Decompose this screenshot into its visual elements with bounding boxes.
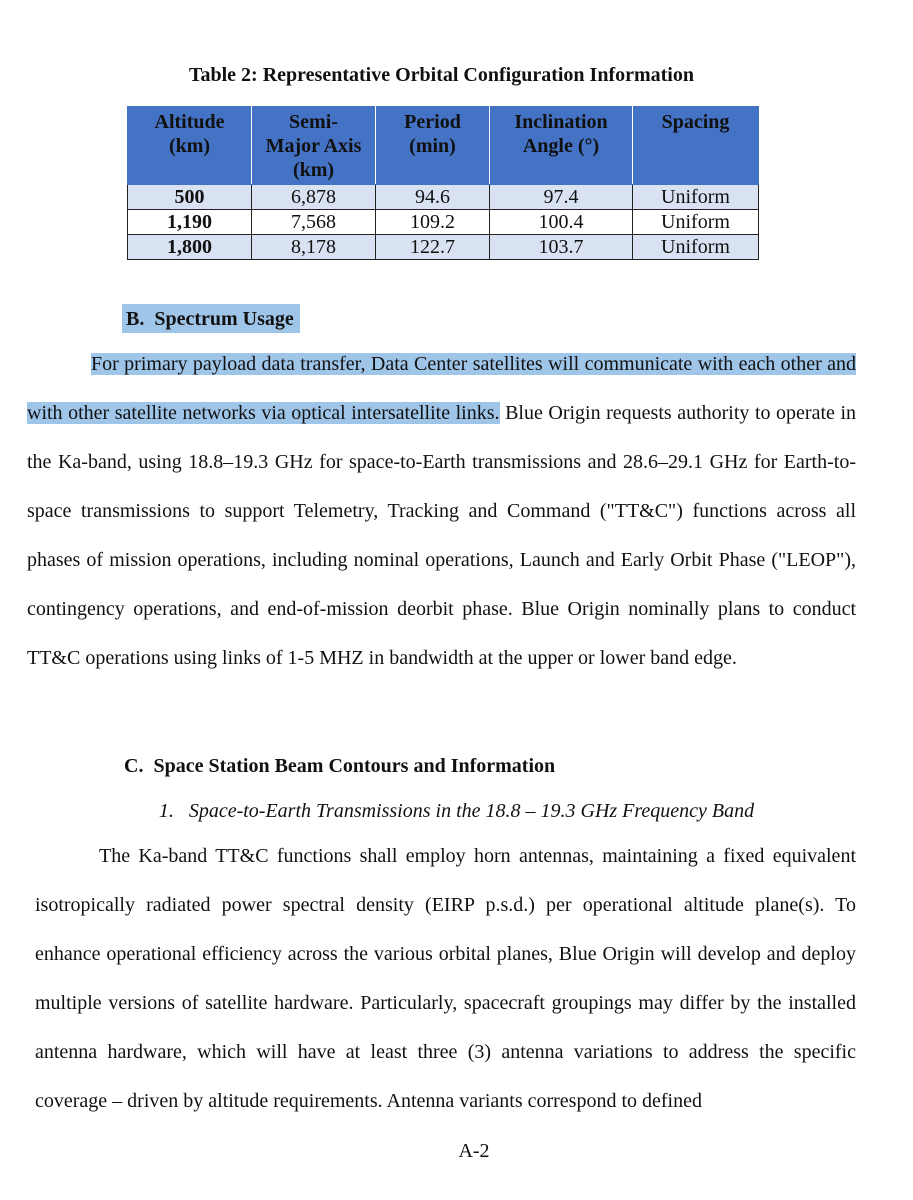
cell-semi-major-axis: 6,878 [252,185,376,210]
highlighted-text: For primary payload data transfer, Data Center satellites will communicate with each other and with other satellite networks via optical intersatellite links. [27,353,856,424]
header-line: Period [404,111,461,133]
section-b-paragraph [27,340,856,683]
cell-semi-major-axis: 7,568 [252,210,376,235]
paragraph-text: Blue Origin requests authority to operate in the Ka-band, using 18.8–19.3 GHz for space-to-Earth transmissions and 28.6–29.1 GHz for Earth-to-space transmissions to support Telemetry, Tracking and Command ("TT&C") functions across all phases of mission operations, including nominal operations, Launch and Early Orbit Phase ("LEOP"), contingency operations, and end-of-mission deorbit phase. Blue Origin nominally plans to conduct TT&C operations using links of 1-5 MHZ in bandwidth at the upper or lower band edge. [27,402,856,669]
cell-semi-major-axis: 8,178 [252,235,376,260]
cell-inclination: 97.4 [490,185,633,210]
cell-altitude: 1,800 [128,235,252,260]
table-row [128,185,759,210]
cell-inclination: 103.7 [490,235,633,260]
table-row [128,210,759,235]
cell-spacing: Uniform [633,210,759,235]
orbital-configuration-table [127,106,759,260]
header-line: Semi- [289,111,338,133]
cell-altitude: 1,190 [128,210,252,235]
cell-inclination: 100.4 [490,210,633,235]
page-number: A-2 [458,1140,490,1162]
section-c-subheading: 1. Space-to-Earth Transmissions in the 18.8 – 19.3 GHz Frequency Band [158,800,755,822]
header-period [376,107,490,185]
cell-spacing: Uniform [633,235,759,260]
header-line: Angle (°) [522,135,600,157]
cell-spacing: Uniform [633,185,759,210]
header-altitude [128,107,252,185]
header-line: (km) [168,135,211,157]
cell-period: 94.6 [376,185,490,210]
header-spacing [633,107,759,185]
header-line: Major Axis [265,135,362,157]
section-b-heading: B. Spectrum Usage [122,304,300,333]
header-line: Spacing [661,111,730,133]
cell-period: 122.7 [376,235,490,260]
header-line: (km) [292,159,335,181]
table-header-row [128,107,759,185]
cell-altitude: 500 [128,185,252,210]
header-semi-major-axis [252,107,376,185]
header-line: Altitude [154,111,225,133]
section-c-heading: C. Space Station Beam Contours and Information [124,755,556,777]
header-line: (min) [409,135,456,157]
table-row [128,235,759,260]
table-caption: Table 2: Representative Orbital Configuration Information [189,64,694,86]
cell-period: 109.2 [376,210,490,235]
header-line: Inclination [514,111,608,133]
paragraph-text: The Ka-band TT&C functions shall employ horn antennas, maintaining a fixed equivalent isotropically radiated power spectral density (EIRP p.s.d.) per operational altitude plane(s). To enhance operational efficiency across the various orbital planes, Blue Origin will develop and deploy multiple versions of satellite hardware. Particularly, spacecraft groupings may differ by the installed antenna hardware, which will have at least three (3) antenna variations to address the specific coverage – driven by altitude requirements. Antenna variants correspond to defined [35,845,856,1112]
section-c-paragraph [35,832,856,1126]
header-inclination [490,107,633,185]
